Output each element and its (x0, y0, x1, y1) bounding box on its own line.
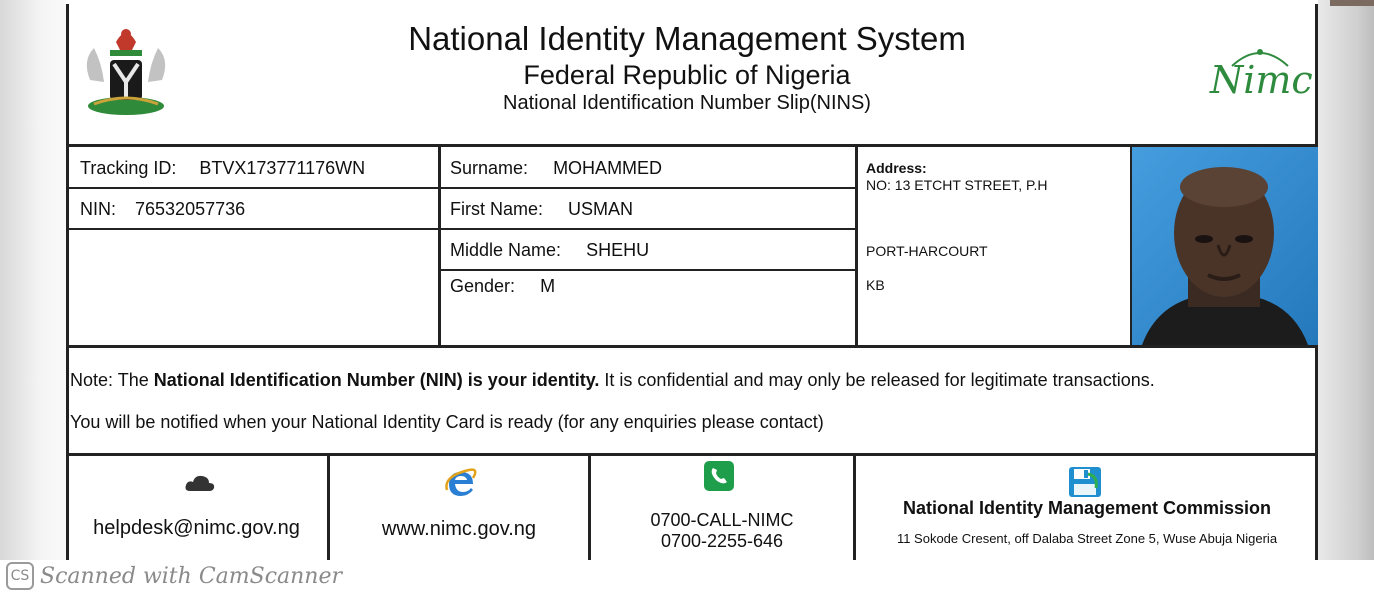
helpdesk-email-link[interactable]: helpdesk@nimc.gov.ng (93, 517, 300, 539)
address-label: Address: (866, 160, 927, 176)
camscanner-text: Scanned with CamScanner (40, 563, 343, 589)
phone-icon (704, 461, 734, 491)
note-bold: National Identification Number (NIN) is your identity. (153, 370, 600, 390)
divider (66, 228, 858, 230)
surname-field (450, 158, 662, 179)
cloud-icon (184, 473, 216, 493)
org-address: 11 Sokode Cresent, off Dalaba Street Zone 5, Wuse Abuja Nigeria (896, 531, 1278, 546)
nimc-logo (1208, 44, 1312, 104)
page-title: National Identity Management System (408, 20, 966, 57)
gender-label: Gender: (450, 276, 516, 296)
holder-photo (1132, 147, 1318, 345)
internet-explorer-icon (445, 468, 477, 498)
first-name-label: First Name: (450, 199, 544, 219)
page-subtitle: Federal Republic of Nigeria (523, 60, 851, 90)
first-name-value: USMAN (568, 199, 634, 219)
address-line-2: PORT-HARCOURT (866, 243, 988, 259)
tracking-id-field (80, 158, 365, 179)
surname-value: MOHAMMED (553, 158, 663, 178)
divider (66, 187, 858, 189)
scan-edge-top (1330, 0, 1374, 6)
note-line-2: You will be notified when your National Identity Card is ready (for any enquiries please contact) (70, 412, 824, 432)
address-line-1: NO: 13 ETCHT STREET, P.H (866, 177, 1048, 193)
tracking-id-value: BTVX173771176WN (199, 158, 366, 178)
middle-name-field (450, 240, 649, 261)
note-prefix: Note: The (70, 370, 154, 390)
gender-field (450, 276, 555, 297)
divider (438, 144, 441, 347)
divider (855, 144, 858, 347)
nin-label: NIN: (80, 199, 116, 219)
middle-name-label: Middle Name: (450, 240, 562, 260)
note-rest: It is confidential and may only be released for legitimate transactions. (599, 370, 1155, 390)
camscanner-watermark (6, 562, 342, 590)
address-line-3: KB (866, 277, 885, 293)
divider (327, 453, 330, 560)
save-disk-icon (1068, 466, 1102, 498)
middle-name-value: SHEHU (586, 240, 650, 260)
phone-number-2[interactable]: 0700-2255-646 (660, 531, 784, 551)
surname-label: Surname: (450, 158, 529, 178)
camscanner-badge: CS (6, 562, 34, 590)
gender-value: M (540, 276, 556, 296)
note-line-1 (70, 370, 1155, 391)
first-name-field (450, 199, 633, 220)
nin-field (80, 199, 245, 220)
website-link[interactable]: www.nimc.gov.ng (381, 518, 537, 540)
nimc-logo-text: Nimc (1210, 58, 1313, 102)
divider (438, 269, 858, 271)
slip-name: National Identification Number Slip(NINS) (503, 92, 871, 114)
nin-value: 76532057736 (135, 199, 246, 219)
org-name: National Identity Management Commission (902, 498, 1272, 518)
divider (66, 453, 1318, 456)
phone-number-1[interactable]: 0700-CALL-NIMC (650, 510, 794, 530)
tracking-id-label: Tracking ID: (80, 158, 177, 178)
